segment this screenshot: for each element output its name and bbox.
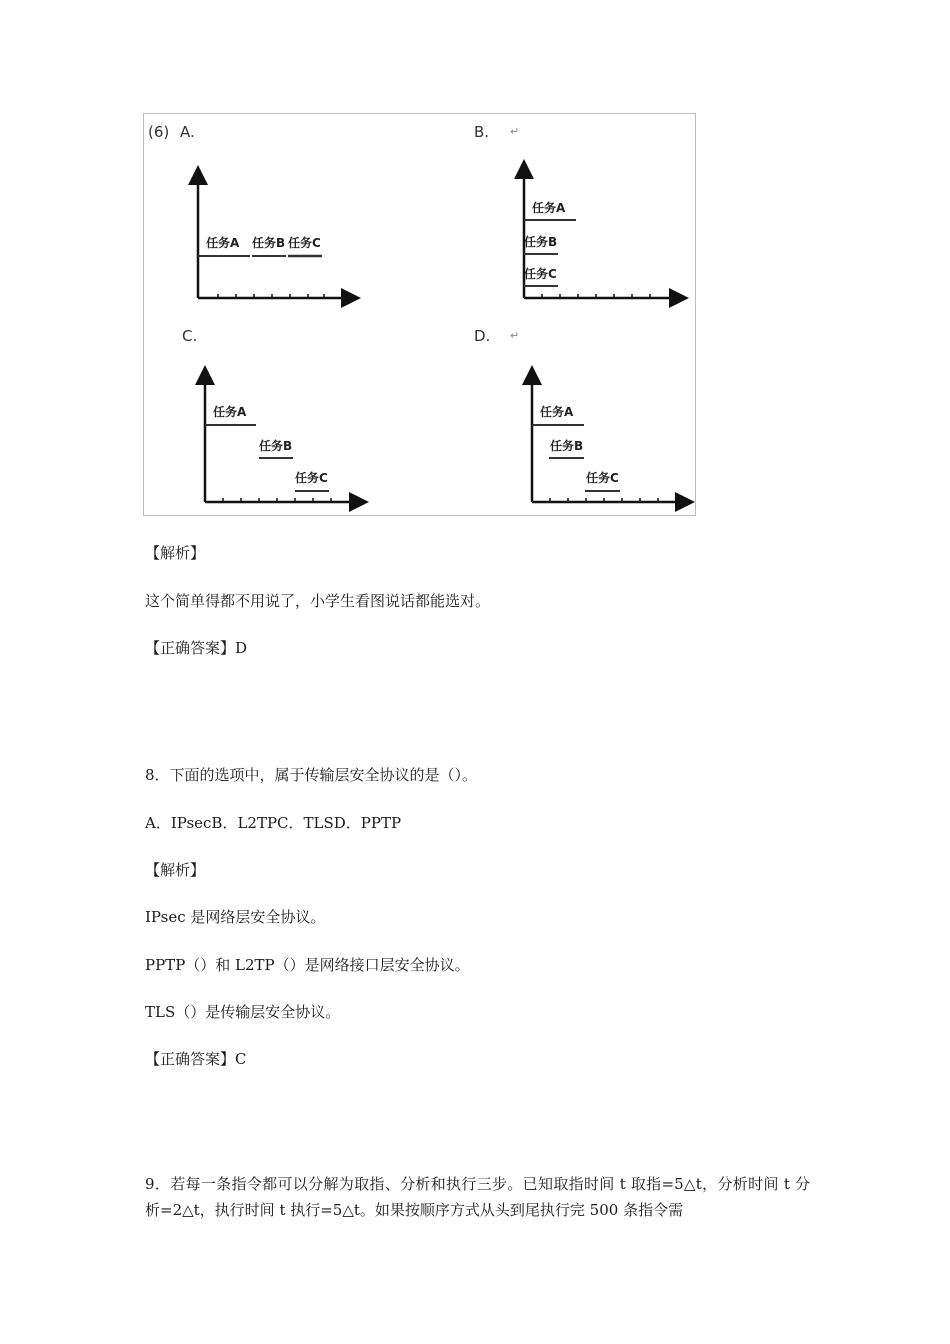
q8-correct-answer: 【正确答案】C [145, 1050, 247, 1068]
question-label: (6) [148, 123, 170, 141]
panel-b-label: B. [474, 123, 490, 141]
q8-analysis-heading: 【解析】 [145, 861, 206, 879]
panel-d-label: D. [474, 327, 491, 345]
panel-d-task-b-label: 任务B [550, 439, 584, 453]
q8-analysis-line-1: IPsec 是网络层安全协议。 [145, 908, 326, 926]
panel-b-task-c-label: 任务C [524, 267, 557, 281]
panel-a-task-a-label: 任务A [206, 236, 240, 250]
panel-b-task-b-label: 任务B [524, 235, 558, 249]
panel-a-label: A. [180, 123, 195, 141]
q8-analysis-line-3: TLS（）是传输层安全协议。 [145, 1003, 341, 1021]
panel-a-task-c-label: 任务C [288, 236, 321, 250]
panel-c-axes [205, 370, 364, 502]
q8-question: 8．下面的选项中，属于传输层安全协议的是（）。 [145, 766, 478, 784]
panel-c-task-a-label: 任务A [213, 405, 247, 419]
q9-question: 9．若每一条指令都可以分解为取指、分析和执行三步。已知取指时间 t 取指=5△t，分析时间 t 分析=2△t，执行时间 t 执行=5△t。如果按顺序方式从头到尾执行完 500 条指令需 [145, 1175, 810, 1219]
q7-analysis-text: 这个简单得都不用说了，小学生看图说话都能选对。 [145, 592, 491, 610]
panel-c-task-c-label: 任务C [295, 471, 328, 485]
q7-correct-answer: 【正确答案】D [145, 639, 248, 657]
q7-analysis-heading: 【解析】 [145, 544, 206, 562]
panel-b-task-a-label: 任务A [532, 201, 566, 215]
return-mark-d: ↵ [510, 329, 520, 342]
scheduling-options-figure [143, 113, 696, 516]
q8-analysis-line-2: PPTP（）和 L2TP（）是网络接口层安全协议。 [145, 956, 470, 974]
q8-options: A．IPsecB．L2TPC．TLSD．PPTP [145, 814, 402, 832]
panel-c-label: C. [182, 327, 198, 345]
panel-d-task-c-label: 任务C [586, 471, 619, 485]
figure-drawing [144, 114, 697, 517]
panel-d-task-a-label: 任务A [540, 405, 574, 419]
return-mark-b: ↵ [510, 125, 520, 138]
panel-a-task-b-label: 任务B [252, 236, 286, 250]
panel-c-task-b-label: 任务B [259, 439, 293, 453]
panel-a-axes [198, 170, 356, 298]
